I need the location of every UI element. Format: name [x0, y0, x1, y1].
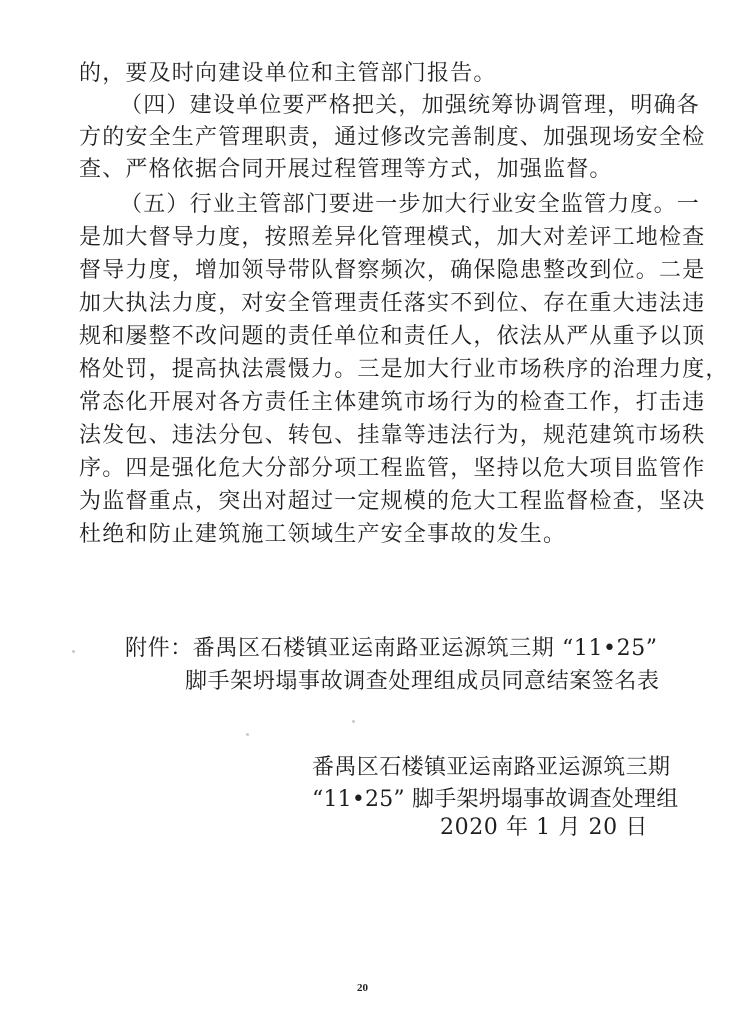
body-line-14: 为监督重点，突出对超过一定规模的危大工程监督检查，坚决: [79, 489, 706, 514]
body-line-5: （五）行业主管部门要进一步加大行业安全监管力度。一: [120, 192, 701, 217]
scan-speck: [246, 733, 249, 736]
signature-line-2: “11•25” 脚手架坍塌事故调查处理组: [312, 787, 679, 812]
body-line-7: 督导力度，增加领导带队督察频次，确保隐患整改到位。二是: [79, 258, 706, 283]
signature-date: 2020 年 1 月 20 日: [440, 815, 648, 840]
body-line-1: 的，要及时向建设单位和主管部门报告。: [79, 61, 497, 86]
body-line-10: 格处罚，提高执法震慑力。三是加大行业市场秩序的治理力度，: [79, 357, 729, 382]
attachment-line-1: 附件：番禺区石楼镇亚运南路亚运源筑三期 “11•25”: [125, 636, 658, 661]
page-number: 20: [357, 982, 368, 994]
body-line-8: 加大执法力度，对安全管理责任落实不到位、存在重大违法违: [79, 291, 706, 316]
body-line-13: 序。四是强化危大分部分项工程监管，坚持以危大项目监管作: [79, 456, 706, 481]
body-line-6: 是加大督导力度，按照差异化管理模式，加大对差评工地检查: [79, 225, 706, 250]
attachment-line-2: 脚手架坍塌事故调查处理组成员同意结案签名表: [185, 669, 660, 694]
body-line-15: 杜绝和防止建筑施工领域生产安全事故的发生。: [79, 522, 567, 547]
body-line-2: （四）建设单位要严格把关，加强统筹协调管理，明确各: [120, 93, 701, 118]
scan-speck: [352, 720, 355, 723]
body-line-11: 常态化开展对各方责任主体建筑市场行为的检查工作，打击违: [79, 390, 706, 415]
body-line-3: 方的安全生产管理职责，通过修改完善制度、加强现场安全检: [79, 125, 706, 150]
scan-speck: [72, 650, 75, 653]
body-line-9: 规和屡整不改问题的责任单位和责任人，依法从严从重予以顶: [79, 324, 706, 349]
signature-line-1: 番禺区石楼镇亚运南路亚运源筑三期: [312, 755, 671, 780]
body-line-12: 法发包、违法分包、转包、挂靠等违法行为，规范建筑市场秩: [79, 423, 706, 448]
body-line-4: 查、严格依据合同开展过程管理等方式，加强监督。: [79, 157, 613, 182]
